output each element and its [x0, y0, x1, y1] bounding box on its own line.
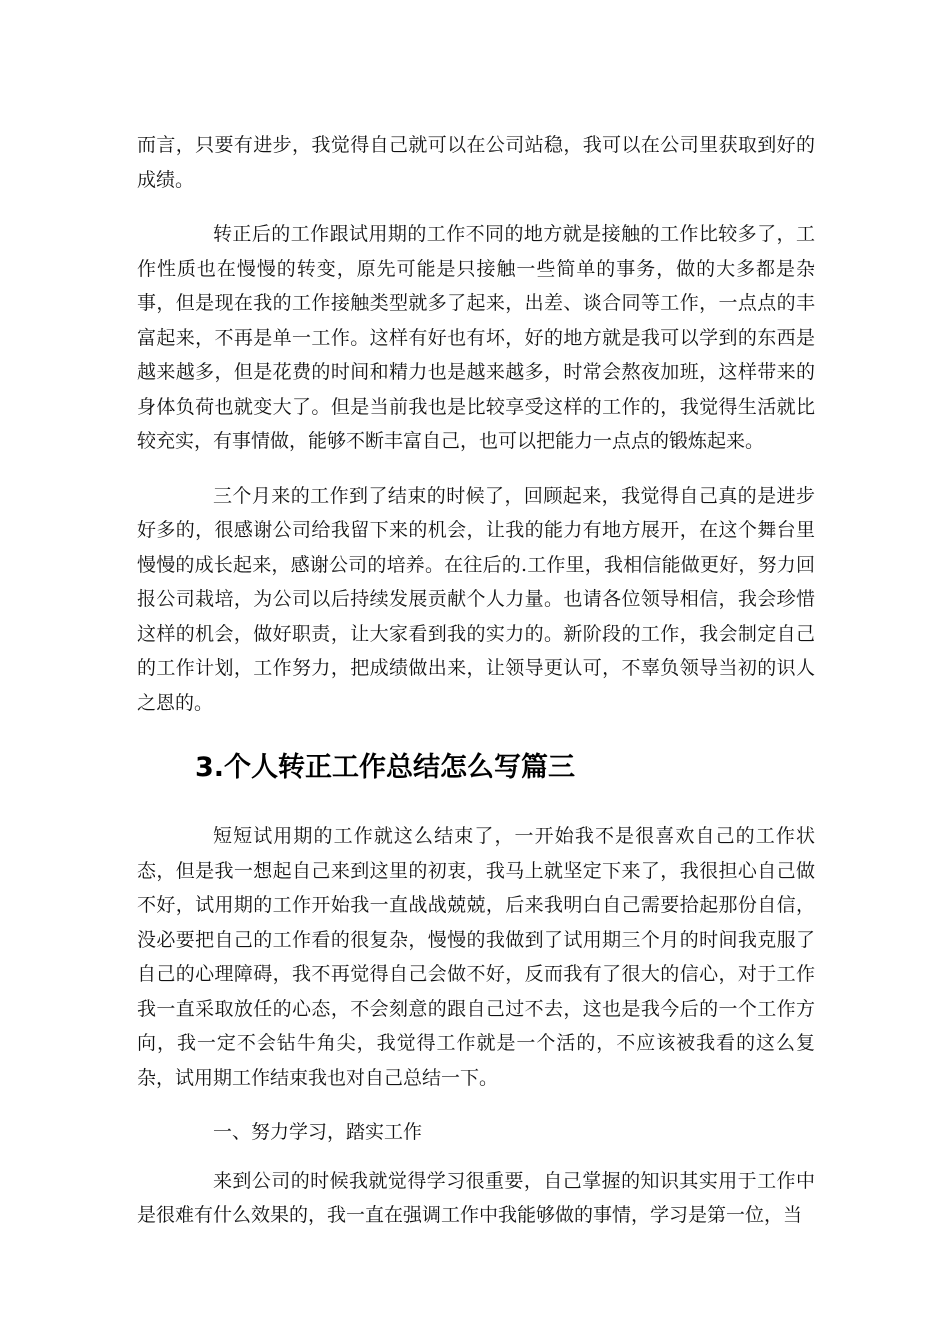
subheading-study-work: 一、努力学习，踏实工作	[213, 1121, 423, 1143]
document-body	[137, 128, 815, 1253]
paragraph-learning: 来到公司的时候我就觉得学习很重要，自己掌握的知识其实用于工作中是很难有什么效果的，我一直在强调工作中我能够做的事情，学习是第一位，当	[137, 1169, 815, 1226]
section-heading: 3.个人转正工作总结怎么写篇三	[195, 752, 576, 783]
paragraph-continuation: 而言，只要有进步，我觉得自己就可以在公司站稳，我可以在公司里获取到好的成绩。	[137, 134, 815, 191]
paragraph-probation-summary: 短短试用期的工作就这么结束了，一开始我不是很喜欢自己的工作状态，但是我一想起自己来到这里的初衷，我马上就坚定下来了，我很担心自己做不好，试用期的工作开始我一直战战兢兢，后来我明白自己需要拾起那份自信，没必要把自己的工作看的很复杂，慢慢的我做到了试用期三个月的时间我克服了自己的心理障碍，我不再觉得自己会做不好，反而我有了很大的信心，对于工作我一直采取放任的心态，不会刻意的跟自己过不去，这也是我今后的一个工作方向，我一定不会钻牛角尖，我觉得工作就是一个活的，不应该被我看的这么复杂，试用期工作结束我也对自己总结一下。	[137, 825, 815, 1089]
paragraph-after-confirmation: 转正后的工作跟试用期的工作不同的地方就是接触的工作比较多了，工作性质也在慢慢的转变，原先可能是只接触一些简单的事务，做的大多都是杂事，但是现在我的工作接触类型就多了起来，出差、谈合同等工作，一点点的丰富起来，不再是单一工作。这样有好也有坏，好的地方就是我可以学到的东西是越来越多，但是花费的时间和精力也是越来越多，时常会熬夜加班，这样带来的身体负荷也就变大了。但是当前我也是比较享受这样的工作的，我觉得生活就比较充实，有事情做，能够不断丰富自己，也可以把能力一点点的锻炼起来。	[137, 223, 815, 452]
paragraph-three-months: 三个月来的工作到了结束的时候了，回顾起来，我觉得自己真的是进步好多的，很感谢公司给我留下来的机会，让我的能力有地方展开，在这个舞台里慢慢的成长起来，感谢公司的培养。在往后的.工作里，我相信能做更好，努力回报公司栽培，为公司以后持续发展贡献个人力量。也请各位领导相信，我会珍惜这样的机会，做好职责，让大家看到我的实力的。新阶段的工作，我会制定自己的工作计划，工作努力，把成绩做出来，让领导更认可，不辜负领导当初的识人之恩的。	[137, 484, 815, 714]
